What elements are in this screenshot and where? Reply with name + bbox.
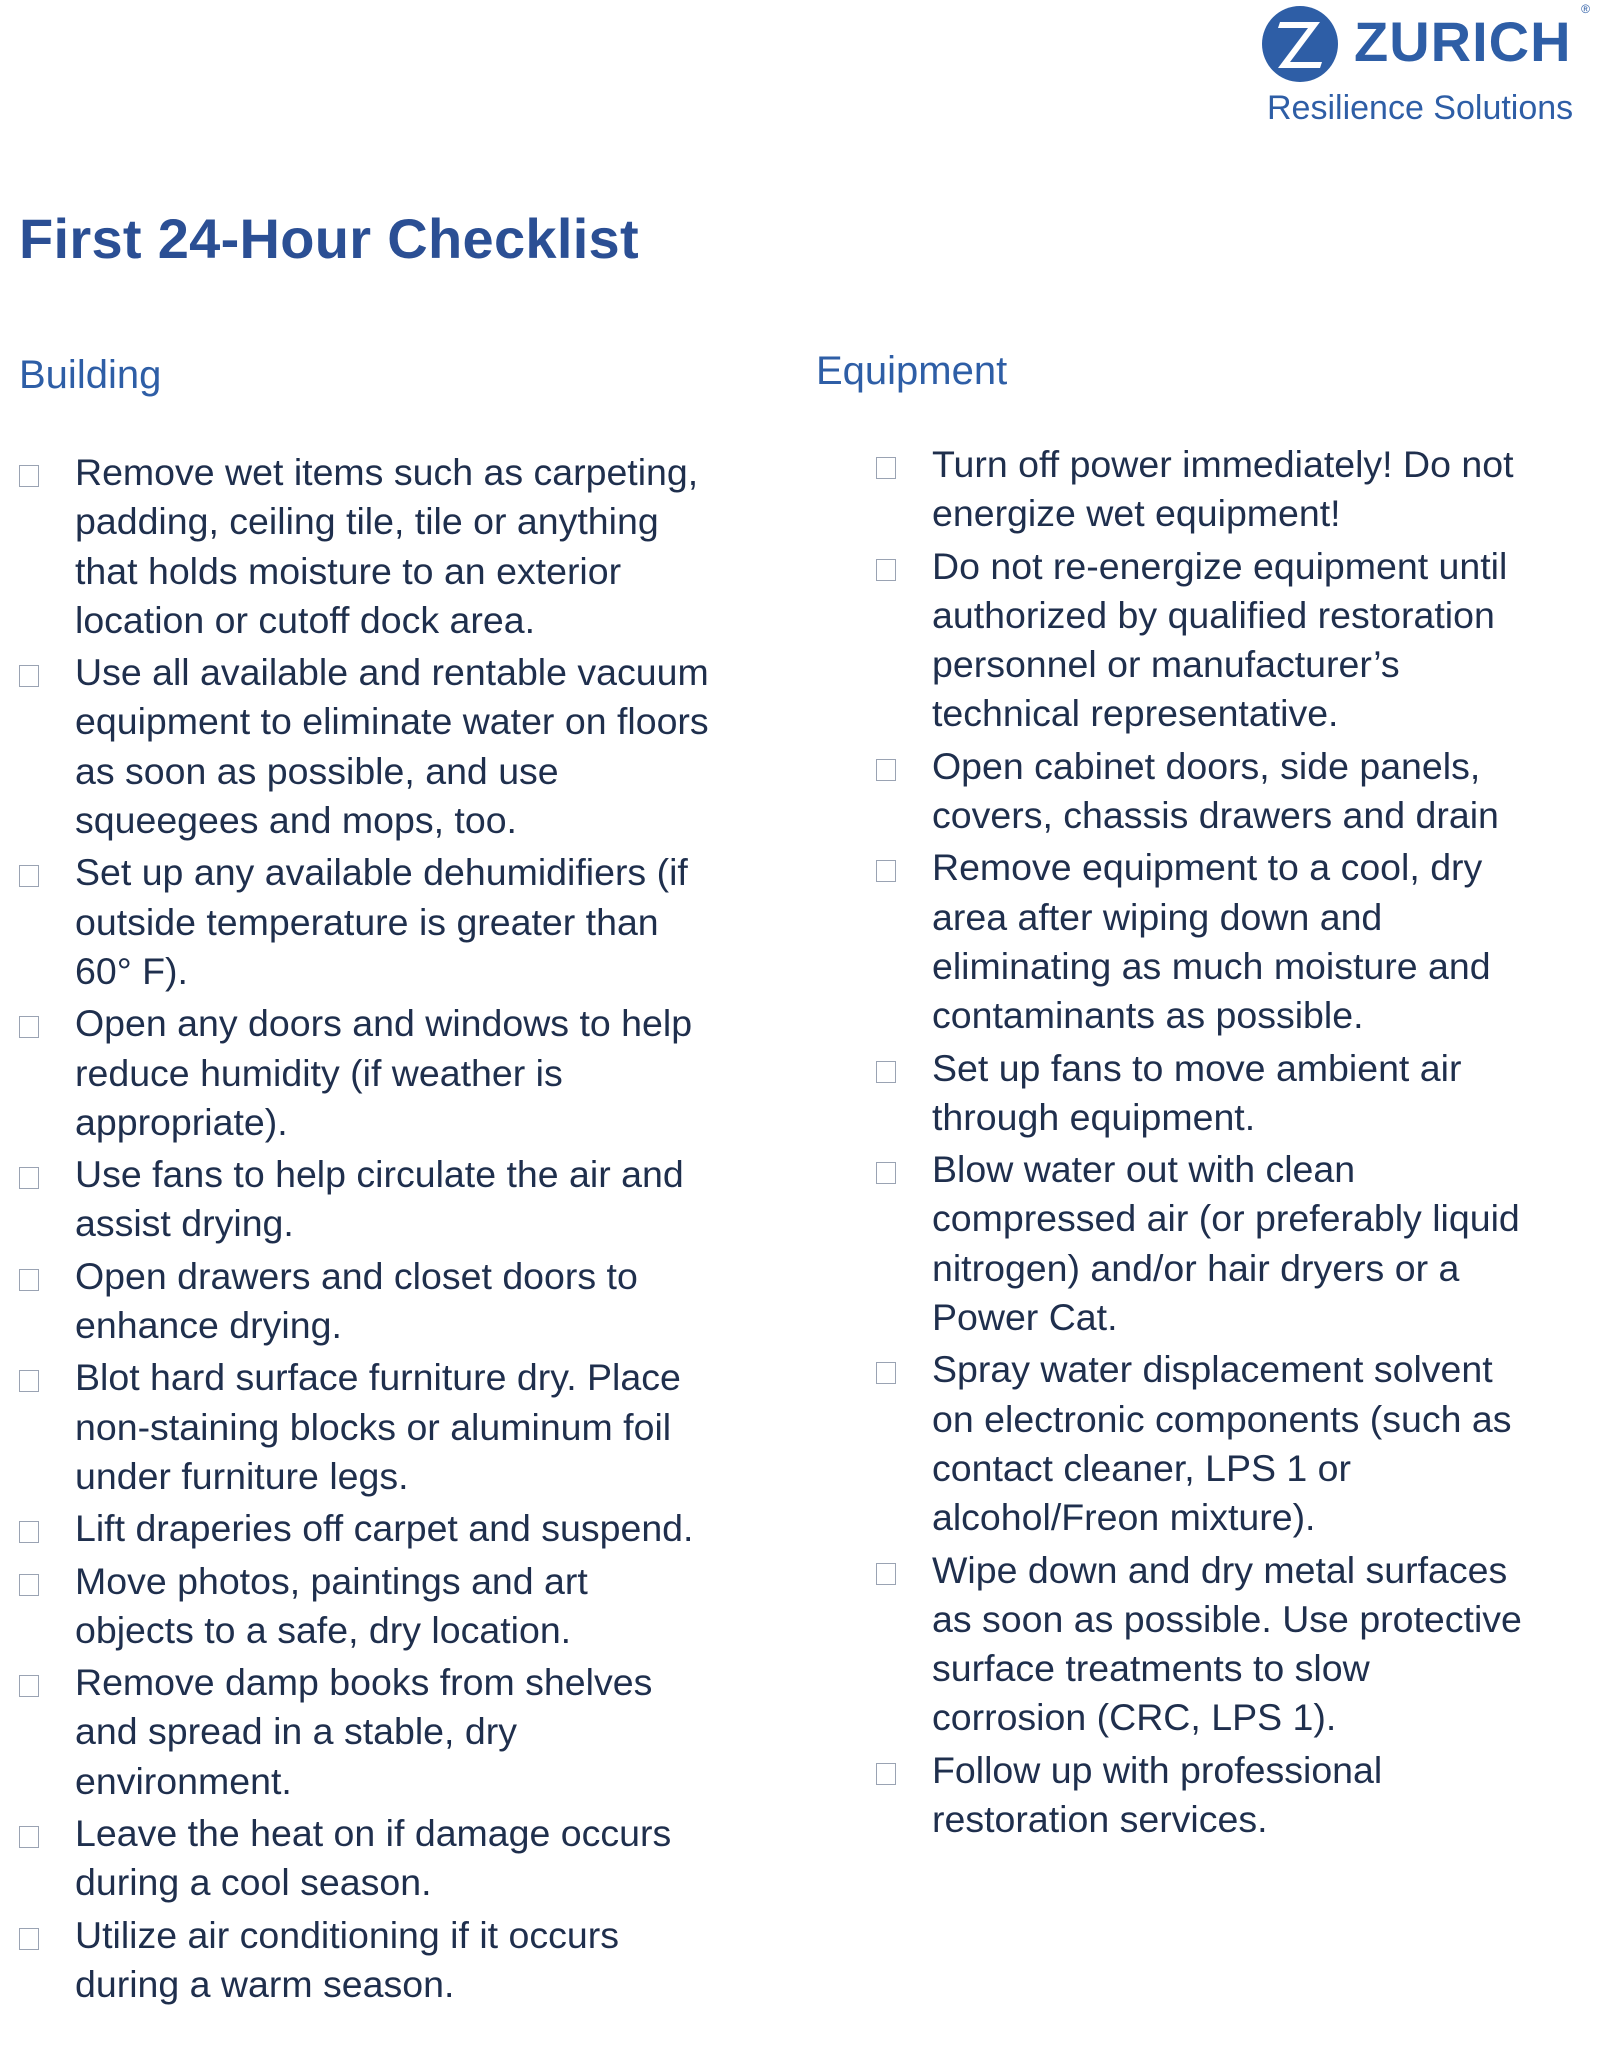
checklist-item-text: Use all available and rentable vacuum equipment to eliminate water on floors as soon as possible, and use squeegees and mops, too. (75, 651, 709, 842)
checkbox[interactable] (876, 1763, 896, 1785)
equipment-heading: Equipment (816, 349, 1008, 393)
checklist-item (19, 1504, 739, 1553)
equipment-section (816, 346, 1536, 1847)
checkbox[interactable] (19, 1521, 39, 1543)
checklist-item-text: Turn off power immediately! Do not energize wet equipment! (932, 443, 1514, 535)
checklist-item-text: Open drawers and closet doors to enhance drying. (75, 1254, 638, 1347)
checklist-item-text: Do not re-energize equipment until authorized by qualified restoration personnel or manufacturer’s technical representative. (932, 544, 1508, 735)
checkbox[interactable] (876, 457, 896, 479)
zurich-logo (1260, 0, 1590, 140)
checkbox[interactable] (19, 1269, 39, 1291)
checkbox[interactable] (19, 1675, 39, 1697)
checklist-item-text: Lift draperies off carpet and suspend. (75, 1507, 694, 1550)
checkbox[interactable] (876, 759, 896, 781)
checklist-item-text: Blow water out with clean compressed air (or preferably liquid nitrogen) and/or hair dryers or a Power Cat. (932, 1148, 1520, 1339)
checklist-item-text: Set up fans to move ambient air through equipment. (932, 1046, 1462, 1138)
checklist-item (816, 542, 1536, 739)
checklist-item-text: Use fans to help circulate the air and assist drying. (75, 1153, 684, 1245)
checklist-item-text: Move photos, paintings and art objects to a safe, dry location. (75, 1559, 588, 1651)
checklist-item (816, 1546, 1536, 1743)
checklist-item (19, 1658, 739, 1806)
checklist-item (816, 440, 1536, 539)
checklist-item-text: Spray water displacement solvent on electronic components (such as contact cleaner, LPS 1 or alcohol/Freon mixture). (932, 1348, 1512, 1539)
checklist-item (816, 1345, 1536, 1542)
checkbox[interactable] (19, 1016, 39, 1038)
checklist-item-text: Blot hard surface furniture dry. Place non-staining blocks or aluminum foil under furniture legs. (75, 1356, 681, 1497)
checklist-item (19, 1911, 739, 2010)
checklist-item-text: Wipe down and dry metal surfaces as soon as possible. Use protective surface treatments to slow corrosion (CRC, LPS 1). (932, 1548, 1522, 1739)
brand-subtitle: Resilience Solutions (1267, 89, 1574, 127)
checklist-item-text: Set up any available dehumidifiers (if outside temperature is greater than 60° F). (75, 851, 688, 992)
checkbox[interactable] (19, 465, 39, 487)
checklist-item (816, 1044, 1536, 1143)
checklist-item-text: Remove damp books from shelves and spread in a stable, dry environment. (75, 1661, 653, 1802)
checklist-item (816, 1746, 1536, 1845)
checkbox[interactable] (19, 1826, 39, 1848)
checklist-item (19, 999, 739, 1147)
checklist-item (19, 1809, 739, 1908)
checkbox[interactable] (876, 1061, 896, 1083)
checklist-item-text: Open any doors and windows to help reduce humidity (if weather is appropriate). (75, 1002, 693, 1143)
brand-name: ZURICH (1354, 10, 1572, 73)
checkbox[interactable] (876, 1563, 896, 1585)
checkbox[interactable] (19, 1574, 39, 1596)
zurich-z-icon (1260, 4, 1340, 84)
checkbox[interactable] (876, 559, 896, 581)
checklist-item-text: Follow up with professional restoration services. (932, 1748, 1383, 1841)
checklist-item-text: Leave the heat on if damage occurs during a cool season. (75, 1812, 672, 1904)
checklist-item (19, 1252, 739, 1351)
checklist-item (19, 1557, 739, 1656)
checkbox[interactable] (876, 1162, 896, 1184)
equipment-checklist (816, 440, 1536, 1844)
checkbox[interactable] (876, 1362, 896, 1384)
checklist-item-text: Utilize air conditioning if it occurs during a warm season. (75, 1913, 619, 2005)
building-heading: Building (19, 353, 162, 397)
checklist-item-text: Open cabinet doors, side panels, covers, chassis drawers and drain (932, 744, 1499, 837)
registered-mark: ® (1581, 2, 1590, 16)
building-section (19, 350, 739, 2012)
checklist-item (816, 1145, 1536, 1342)
checkbox[interactable] (19, 1370, 39, 1392)
checklist-item-text: Remove equipment to a cool, dry area after wiping down and eliminating as much moisture and contaminants as possible. (932, 846, 1491, 1037)
checklist-item (816, 843, 1536, 1040)
checkbox[interactable] (876, 860, 896, 882)
checklist-item (19, 648, 739, 845)
checkbox[interactable] (19, 1928, 39, 1950)
checklist-item (19, 448, 739, 645)
checkbox[interactable] (19, 1167, 39, 1189)
checklist-item (816, 742, 1536, 841)
building-checklist (19, 448, 739, 2009)
checklist-item-text: Remove wet items such as carpeting, padding, ceiling tile, tile or anything that holds moisture to an exterior location or cutoff dock area. (75, 451, 699, 641)
checklist-item (19, 1353, 739, 1501)
checklist-item (19, 1150, 739, 1249)
page-title: First 24-Hour Checklist (19, 207, 639, 270)
checkbox[interactable] (19, 865, 39, 887)
checkbox[interactable] (19, 665, 39, 687)
checklist-item (19, 848, 739, 996)
